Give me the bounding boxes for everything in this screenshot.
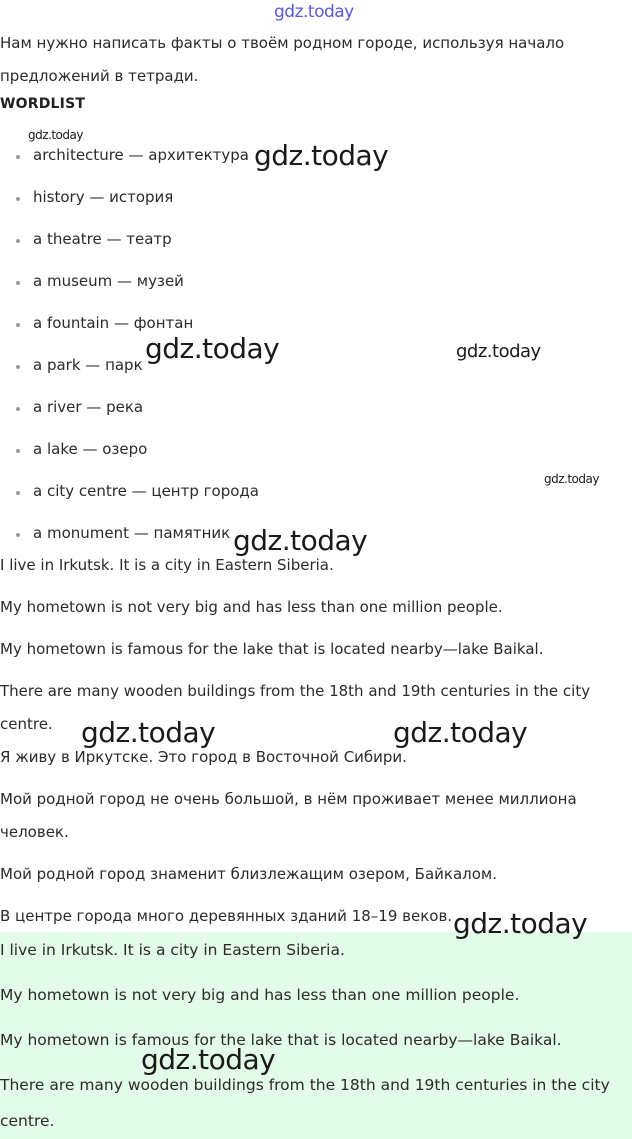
watermark: gdz.today bbox=[233, 524, 368, 557]
wordlist-item-text: a fountain — фонтан bbox=[33, 314, 194, 332]
intro-line-1: Нам нужно написать факты о твоём родном городе, используя начало bbox=[0, 34, 565, 52]
translation-line: Я живу в Иркутске. Это город в Восточной Сибири. bbox=[0, 748, 407, 766]
answer-line: centre. bbox=[0, 715, 53, 733]
translation-line: В центре города много деревянных зданий 18–19 веков. bbox=[0, 907, 453, 925]
answer-line: My hometown is not very big and has less than one million people. bbox=[0, 598, 503, 616]
highlighted-line: There are many wooden buildings from the 18th and 19th centuries in the city bbox=[0, 1076, 610, 1094]
watermark: gdz.today bbox=[28, 128, 83, 142]
translation-line: Мой родной город не очень большой, в нём проживает менее миллиона bbox=[0, 790, 577, 808]
wordlist-heading: WORDLIST bbox=[0, 96, 86, 112]
watermark: gdz.today bbox=[453, 907, 588, 940]
wordlist-item-text: history — история bbox=[33, 188, 174, 206]
watermark: gdz.today bbox=[393, 716, 528, 749]
watermark: gdz.today bbox=[544, 472, 599, 486]
bullet-icon bbox=[16, 281, 20, 285]
watermark: gdz.today bbox=[141, 1043, 276, 1076]
translation-line: человек. bbox=[0, 823, 69, 841]
watermark: gdz.today bbox=[81, 716, 216, 749]
bullet-icon bbox=[16, 533, 20, 537]
highlighted-line: My hometown is not very big and has less than one million people. bbox=[0, 986, 520, 1004]
wordlist-item-text: a park — парк bbox=[33, 356, 143, 374]
answer-line: I live in Irkutsk. It is a city in Eastern Siberia. bbox=[0, 556, 334, 574]
translation-line: Мой родной город знаменит близлежащим озером, Байкалом. bbox=[0, 865, 497, 883]
wordlist-item-text: architecture — архитектура bbox=[33, 146, 249, 164]
watermark: gdz.today bbox=[456, 341, 541, 362]
wordlist-item-text: a monument — памятник bbox=[33, 524, 231, 542]
highlighted-line: My hometown is famous for the lake that is located nearby—lake Baikal. bbox=[0, 1031, 562, 1049]
answer-line: My hometown is famous for the lake that is located nearby—lake Baikal. bbox=[0, 640, 544, 658]
bullet-icon bbox=[16, 239, 20, 243]
highlighted-answer-block bbox=[0, 932, 632, 1139]
wordlist-item-text: a lake — озеро bbox=[33, 440, 148, 458]
site-logo[interactable]: gdz.today bbox=[274, 2, 354, 22]
watermark: gdz.today bbox=[254, 139, 389, 172]
wordlist-item-text: a city centre — центр города bbox=[33, 482, 259, 500]
bullet-icon bbox=[16, 197, 20, 201]
watermark: gdz.today bbox=[145, 332, 280, 365]
bullet-icon bbox=[16, 449, 20, 453]
answer-line: There are many wooden buildings from the 18th and 19th centuries in the city bbox=[0, 682, 591, 700]
wordlist-item-text: a museum — музей bbox=[33, 272, 184, 290]
bullet-icon bbox=[16, 491, 20, 495]
bullet-icon bbox=[16, 407, 20, 411]
bullet-icon bbox=[16, 323, 20, 327]
bullet-icon bbox=[16, 155, 20, 159]
intro-line-2: предложений в тетради. bbox=[0, 67, 199, 85]
wordlist-item-text: a river — река bbox=[33, 398, 144, 416]
highlighted-line: centre. bbox=[0, 1112, 55, 1130]
highlighted-line: I live in Irkutsk. It is a city in Eastern Siberia. bbox=[0, 941, 345, 959]
bullet-icon bbox=[16, 365, 20, 369]
wordlist-item-text: a theatre — театр bbox=[33, 230, 172, 248]
